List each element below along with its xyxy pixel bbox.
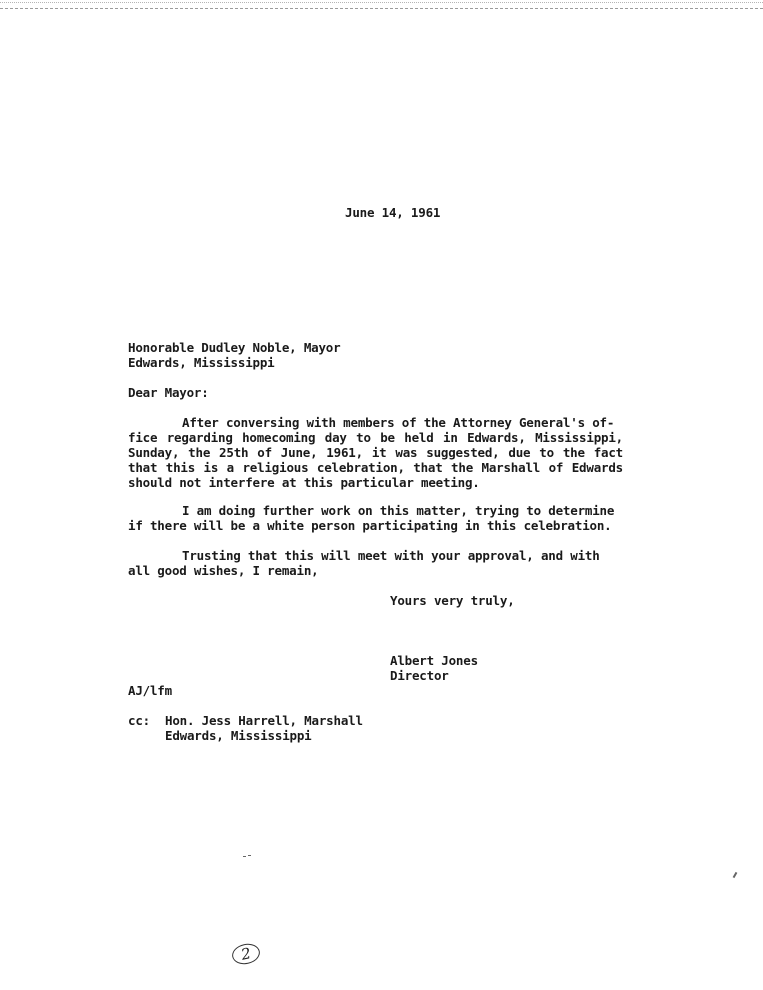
recipient-name: Honorable Dudley Noble, Mayor: [128, 340, 341, 355]
paragraph1-line: should not interfere at this particular meeting.: [128, 475, 480, 490]
paragraph2-line: if there will be a white person participating in this celebration.: [128, 518, 612, 533]
paragraph3-line: all good wishes, I remain,: [128, 563, 319, 578]
letter-date: June 14, 1961: [345, 205, 441, 220]
paragraph3-line: Trusting that this will meet with your approval, and with: [182, 548, 600, 563]
typist-initials: AJ/lfm: [128, 683, 172, 698]
paragraph1-line: fice regarding homecoming day to be held in Edwards, Mississippi,: [128, 430, 623, 445]
scan-speck: [243, 856, 246, 857]
paragraph1-line: Sunday, the 25th of June, 1961, it was suggested, due to the fact: [128, 445, 623, 460]
scan-speck: [733, 872, 738, 878]
page-top-border: [0, 0, 763, 9]
scan-speck: [248, 855, 251, 856]
signer-name: Albert Jones: [390, 653, 478, 668]
closing: Yours very truly,: [390, 593, 515, 608]
paragraph1-line: After conversing with members of the Attorney General's of-: [182, 415, 615, 430]
paragraph2-line: I am doing further work on this matter, trying to determine: [182, 503, 615, 518]
cc-location: Edwards, Mississippi: [165, 728, 312, 743]
paragraph1-line: that this is a religious celebration, that the Marshall of Edwards: [128, 460, 623, 475]
recipient-location: Edwards, Mississippi: [128, 355, 275, 370]
salutation: Dear Mayor:: [128, 385, 209, 400]
page-number-mark: 2: [230, 941, 262, 966]
cc-name: Hon. Jess Harrell, Marshall: [165, 713, 363, 728]
signer-title: Director: [390, 668, 449, 683]
cc-label: cc:: [128, 713, 150, 728]
